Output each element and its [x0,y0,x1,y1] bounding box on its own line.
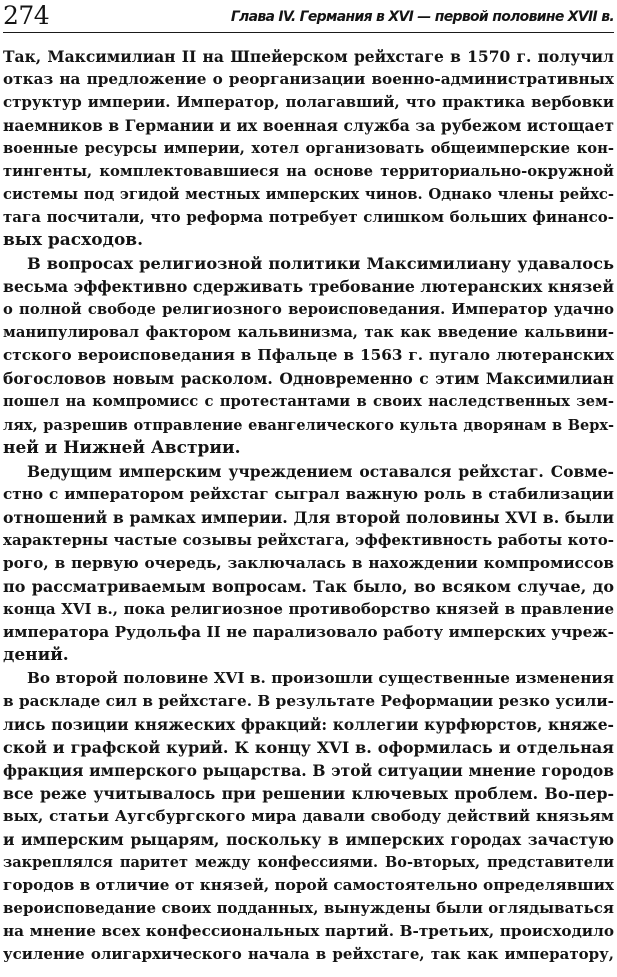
text-line: вых расходов. [3,230,144,251]
text-line: усиление олигархического начала в рейхстаге, так как императору, [3,945,614,964]
text-line: городов в отличие от князей, порой самостоятельно определявших [3,876,614,895]
paragraph-first-line: Во второй половине XVI в. произошли существенные изменения [27,668,614,687]
text-line: все реже учитывалось при решении ключевых проблем. Во-пер- [3,784,614,803]
text-line: ней и Нижней Австрии. [3,437,241,458]
text-line: отношений в рамках империи. Для второй половины XVI в. были [3,507,614,527]
text-line: структур империи. Император, полагавший, что практика вербовки [3,93,614,112]
text-line: системы под эгидой местных имперских чинов. Однако члены рейхс- [3,186,614,204]
text-line: фракция имперского рыцарства. В этой ситуации мнение городов [3,760,614,780]
text-line: конца XVI в., пока религиозное противоборство князей в правление [3,599,614,618]
body-text [3,45,614,966]
text-line: закреплялся паритет между конфессиями. Во-вторых, представители [3,854,614,872]
text-line: вых, статьи Аугсбургского мира давали свободу действий князьям [3,807,614,826]
text-line: ской и графской курий. К концу XVI в. оформилась и отдельная [3,737,614,757]
text-line: Так, Максимилиан II на Шпейерском рейхстаге в 1570 г. получил [3,47,614,66]
text-line: стского вероисповедания в Пфальце в 1563 г. пугало лютеранских [3,346,614,365]
text-line: рого, в первую очередь, заключалась в нахождении компромиссов [3,553,614,572]
text-line: о полной свободе религиозного вероисповедания. Император удачно [3,301,614,319]
text-line: лись позиции княжеских фракций: коллегии курфюрстов, княже- [3,714,614,734]
text-line: стно с императором рейхстаг сыграл важную роль в стабилизации [3,484,614,503]
text-line: в раскладе сил в рейхстаге. В результате Реформации резко усили- [3,691,614,710]
text-line: вероисповедание своих подданных, вынуждены были оглядываться [3,899,614,918]
text-line: дений. [3,644,69,665]
text-line: по рассматриваемым вопросам. Так было, во всяком случае, до [3,576,614,596]
text-line: наемников в Германии и их военная служба за рубежом истощает [3,116,614,136]
chapter-title: Глава IV. Германия в XVI — первой половине XVII в. [230,9,614,25]
running-header [3,2,614,33]
text-line: тингенты, комплектовавшиеся на основе территориально-окружной [3,163,614,181]
text-line: тага посчитали, что реформа потребует слишком больших финансо- [3,208,614,227]
text-line: военные ресурсы империи, хотел организовать общеимперские кон- [3,140,614,158]
text-line: манипулировал фактором кальвинизма, так как введение кальвини- [3,324,614,342]
text-line: отказ на предложение о реорганизации военно-административных [3,70,614,89]
text-line: лях, разрешив отправление евангелического культа дворянам в Верх- [3,416,614,434]
paragraph-first-line: В вопросах религиозной политики Максимилиану удавалось [27,254,614,274]
paragraph-first-line: Ведущим имперским учреждением оставался рейхстаг. Совме- [27,461,614,481]
page-number: 274 [3,1,50,30]
text-line: пошел на компромисс с протестантами в своих наследственных зем- [3,393,614,411]
text-line: императора Рудольфа II не парализовало работу имперских учреж- [3,622,614,641]
text-line: и имперским рыцарям, поскольку в имперских городах зачастую [3,830,614,850]
text-line: на мнение всех конфессиональных партий. В-третьих, происходило [3,922,614,941]
text-line: богословов новым расколом. Одновременно с этим Максимилиан [3,369,614,389]
text-line: весьма эффективно сдерживать требование лютеранских князей [3,277,614,297]
text-line: характерны частые созывы рейхстага, эффективность работы кото- [3,530,614,549]
